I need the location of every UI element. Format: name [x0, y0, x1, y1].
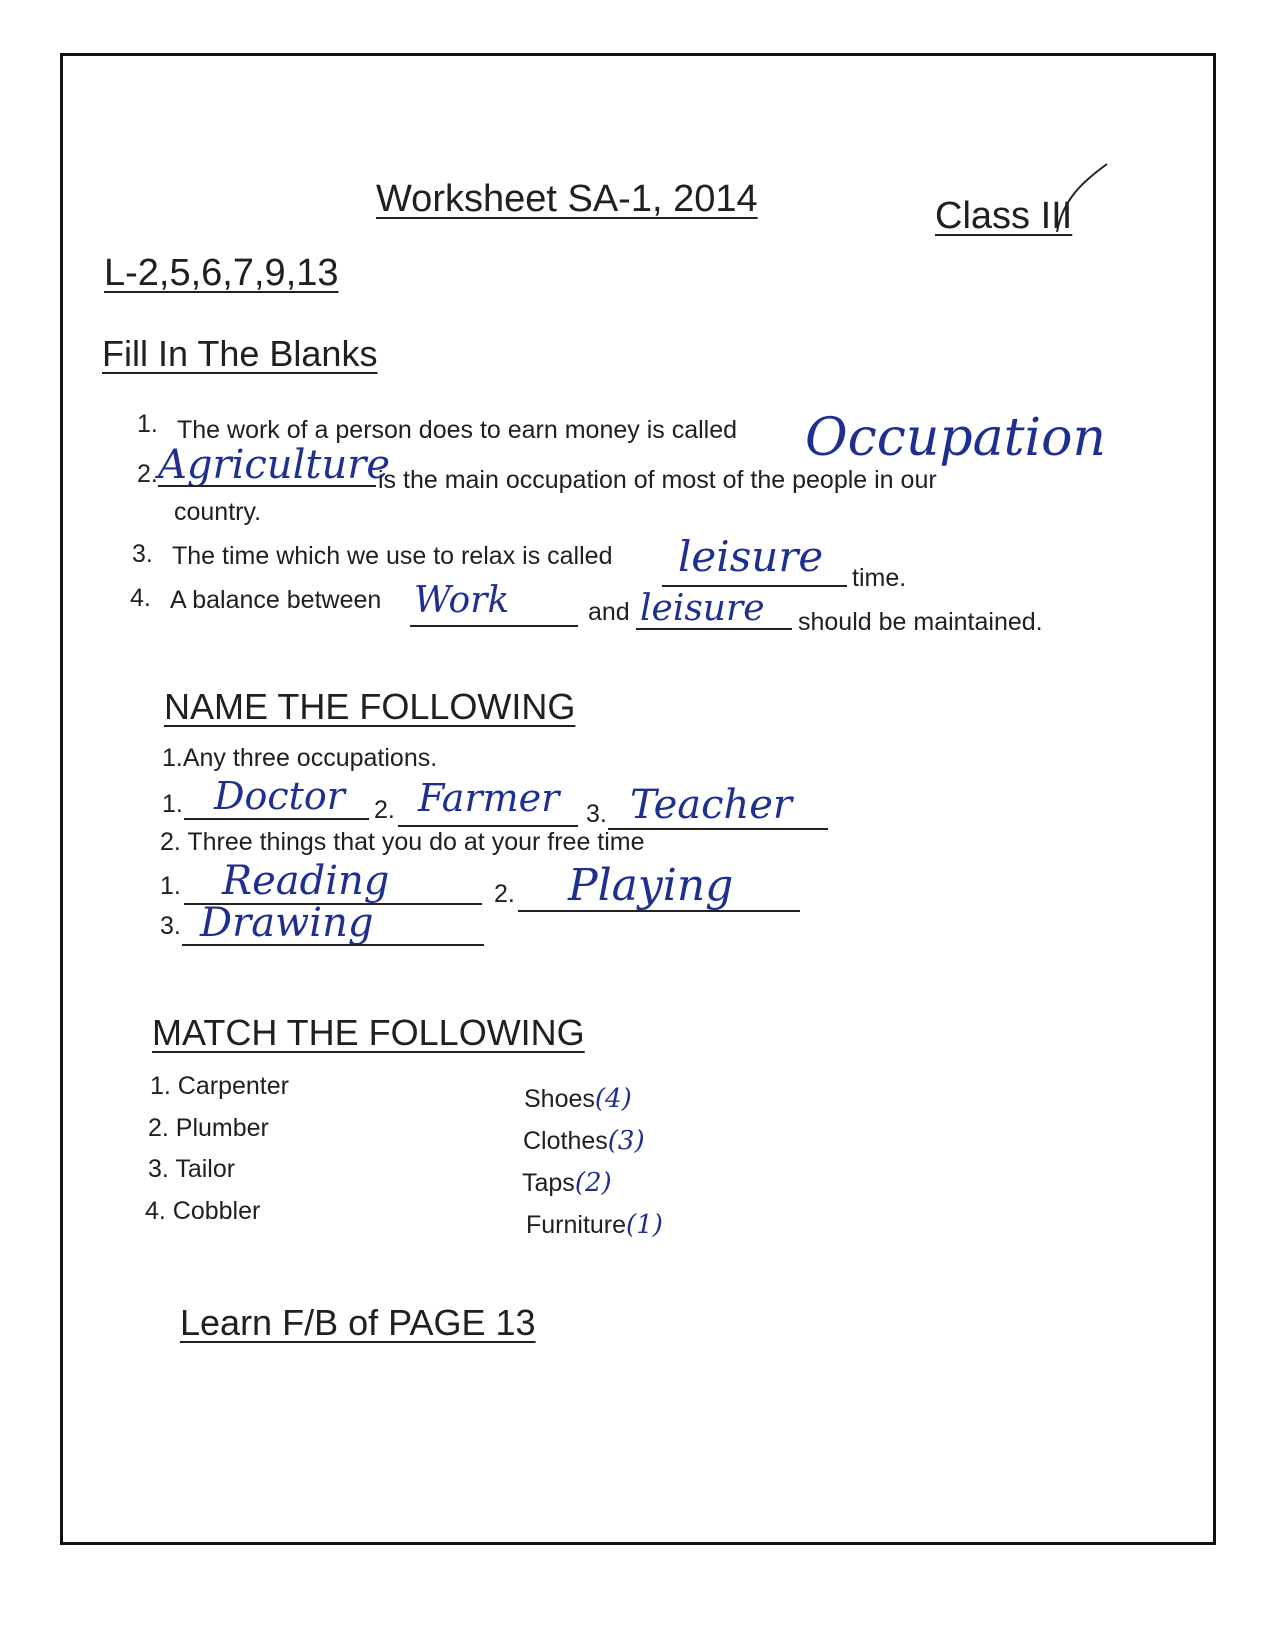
match-right-label-4: Furniture	[526, 1211, 627, 1239]
nf-q1-a2-line	[398, 825, 578, 827]
fb-q4-number: 4.	[130, 584, 151, 612]
fb-q1-text: The work of a person does to earn money is called	[177, 416, 738, 444]
match-right-label-1: Shoes	[524, 1085, 595, 1113]
fb-q4-answer-2: leisure	[640, 588, 765, 629]
match-right-item-3	[522, 1168, 612, 1198]
nf-q1-a2-answer: Farmer	[418, 776, 560, 820]
nf-q1-a3-number: 3.	[586, 800, 607, 828]
fb-q3-blank-line	[662, 585, 847, 587]
fb-q4-mid-text: and	[588, 598, 630, 626]
fb-q1-number: 1.	[137, 410, 158, 438]
nf-q1-a2-number: 2.	[374, 796, 395, 824]
match-left-item-3: 3. Tailor	[148, 1155, 236, 1183]
match-right-label-2: Clothes	[523, 1127, 608, 1155]
name-following-heading: NAME THE FOLLOWING	[164, 686, 576, 727]
nf-q1-a1-line	[184, 818, 369, 820]
nf-q1-a3-answer: Teacher	[630, 782, 793, 828]
check-mark-icon	[1045, 158, 1115, 238]
match-right-answer-3: (2)	[574, 1168, 612, 1198]
fb-q2-answer: Agriculture	[158, 442, 390, 488]
nf-q2-a2-number: 2.	[494, 880, 515, 908]
nf-q2-a2-line	[518, 910, 800, 912]
nf-q2-a1-number: 1.	[160, 872, 181, 900]
match-left-item-2: 2. Plumber	[148, 1114, 269, 1142]
fb-q2-text: is the main occupation of most of the people in our	[378, 466, 937, 494]
fb-q3-text-after: time.	[852, 564, 907, 592]
match-right-item-4	[526, 1210, 663, 1240]
fb-q2-number: 2.	[137, 460, 158, 488]
fb-q3-answer: leisure	[678, 532, 824, 581]
fb-q2-blank-line	[158, 485, 376, 487]
lessons-label: L-2,5,6,7,9,13	[104, 252, 339, 294]
fill-blanks-heading: Fill In The Blanks	[102, 333, 378, 374]
fb-q1-answer: Occupation	[805, 408, 1106, 468]
nf-q2-a3-number: 3.	[160, 912, 181, 940]
fb-q4-blank-line-1	[410, 625, 578, 627]
fb-q3-number: 3.	[132, 540, 153, 568]
fb-q4-text: A balance between	[170, 586, 382, 614]
nf-q2-a1-answer: Reading	[222, 858, 390, 904]
match-right-answer-2: (3)	[607, 1126, 645, 1156]
match-left-item-4: 4. Cobbler	[145, 1197, 261, 1225]
nf-q2-a3-line	[182, 944, 484, 946]
match-right-item-1	[524, 1084, 632, 1114]
fb-q4-blank-line-2	[636, 628, 792, 630]
nf-q1-a1-number: 1.	[162, 790, 183, 818]
nf-q2-text: 2. Three things that you do at your free time	[160, 828, 645, 856]
match-right-answer-4: (1)	[626, 1210, 663, 1240]
match-left-item-1: 1. Carpenter	[150, 1072, 289, 1100]
nf-q1-a1-answer: Doctor	[214, 774, 345, 818]
match-right-item-2	[523, 1126, 645, 1156]
match-right-label-3: Taps	[522, 1169, 575, 1197]
footer-note: Learn F/B of PAGE 13	[180, 1302, 536, 1343]
worksheet-title: Worksheet SA-1, 2014	[376, 178, 758, 220]
match-following-heading: MATCH THE FOLLOWING	[152, 1012, 585, 1053]
fb-q2-text-continued: country.	[174, 498, 262, 526]
class-label: Class III	[935, 195, 1073, 237]
fb-q3-text: The time which we use to relax is called	[172, 542, 613, 570]
nf-q2-a3-answer: Drawing	[200, 900, 374, 946]
fb-q4-answer-1: Work	[414, 580, 510, 621]
match-right-answer-1: (4)	[594, 1084, 632, 1114]
nf-q1-text: 1.Any three occupations.	[162, 744, 438, 772]
nf-q2-a2-answer: Playing	[568, 860, 734, 911]
fb-q4-text-after: should be maintained.	[798, 608, 1043, 636]
